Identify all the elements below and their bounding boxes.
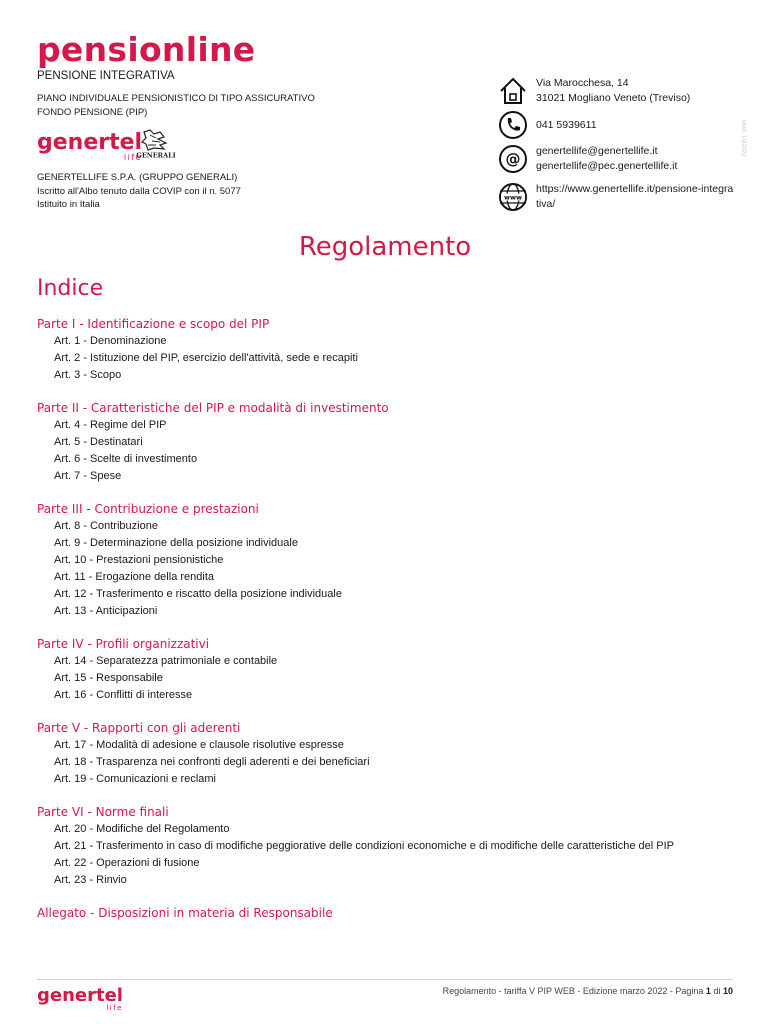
address-line: Via Marocchesa, 14 <box>536 77 629 89</box>
contact-email <box>498 144 677 174</box>
index-article[interactable]: Art. 2 - Istituzione del PIP, esercizio dell'attività, sede e recapiti <box>54 352 358 364</box>
index-article[interactable]: Art. 8 - Contribuzione <box>54 520 158 532</box>
logo-word: genertel <box>37 985 123 1006</box>
index-part <box>37 720 757 788</box>
company-name: GENERTELLIFE S.P.A. (GRUPPO GENERALI) <box>37 172 238 183</box>
index-article[interactable]: Art. 17 - Modalità di adesione e clausole risolutive espresse <box>54 739 344 751</box>
address-line: 31021 Mogliano Veneto (Treviso) <box>536 91 691 104</box>
index-article[interactable]: Art. 18 - Trasparenza nei confronti degli aderenti e dei beneficiari <box>54 756 370 768</box>
index-part-title[interactable]: Parte III - Contribuzione e prestazioni <box>37 502 259 516</box>
footer-genertel-logo <box>37 985 123 1012</box>
genertel-life-logo <box>37 130 143 162</box>
plan-line: FONDO PENSIONE (PIP) <box>37 107 148 118</box>
index-part <box>37 804 757 889</box>
footer-divider <box>37 979 733 980</box>
index-article[interactable]: Art. 1 - Denominazione <box>54 335 167 347</box>
index-article[interactable]: Art. 10 - Prestazioni pensionistiche <box>54 554 224 566</box>
index-article[interactable]: Art. 4 - Regime del PIP <box>54 419 167 431</box>
index-article[interactable]: Art. 16 - Conflitti di interesse <box>54 689 193 701</box>
brand-title: pensionline <box>37 30 256 69</box>
generali-word: GENERALI <box>136 151 176 159</box>
index-article[interactable]: Art. 7 - Spese <box>54 470 122 482</box>
page-total: 10 <box>722 986 733 996</box>
index-article[interactable]: Art. 13 - Anticipazioni <box>54 605 158 617</box>
index-article[interactable]: Art. 20 - Modifiche del Regolamento <box>54 823 230 835</box>
logo-sub: life <box>106 1004 123 1012</box>
index-article[interactable]: Art. 23 - Rinvio <box>54 874 127 886</box>
index-part-title[interactable]: Parte V - Rapporti con gli aderenti <box>37 721 241 735</box>
generali-lion-logo <box>130 129 182 159</box>
index-article[interactable]: Art. 19 - Comunicazioni e reclami <box>54 773 217 785</box>
index-article[interactable]: Art. 6 - Scelte di investimento <box>54 453 198 465</box>
svg-text:@: @ <box>505 150 521 168</box>
logo-sub: life <box>123 153 143 162</box>
plan-line: PIANO INDIVIDUALE PENSIONISTICO DI TIPO ASSICURATIVO <box>37 93 315 104</box>
index-article[interactable]: Art. 3 - Scopo <box>54 369 122 381</box>
page-current: 1 <box>705 986 711 996</box>
index-article[interactable]: Art. 21 - Trasferimento in caso di modifiche peggiorative delle condizioni economiche e di modifiche delle caratteristiche del PIP <box>54 840 674 852</box>
company-info <box>37 171 241 212</box>
index-part <box>37 501 757 620</box>
phone-number[interactable]: 041 5939611 <box>536 119 597 131</box>
index-part <box>37 400 757 485</box>
contact-address <box>498 76 690 106</box>
web-globe-icon <box>498 182 528 212</box>
contact-website <box>498 182 736 212</box>
index-article[interactable]: Art. 5 - Destinatari <box>54 436 143 448</box>
index-part-title[interactable]: Parte IV - Profili organizzativi <box>37 637 210 651</box>
plan-description <box>37 92 315 120</box>
logo-word: genertel <box>37 130 143 155</box>
index-part-title[interactable]: Parte II - Caratteristiche del PIP e modalità di investimento <box>37 401 389 415</box>
website-link[interactable]: https://www.genertellife.it/pensione-integrativa/ <box>536 183 734 210</box>
index-part <box>37 316 757 384</box>
company-country: Istituito in Italia <box>37 199 100 210</box>
side-mark: Mod. 10/2022 <box>740 120 746 157</box>
pec-address[interactable]: genertellife@pec.genertellife.it <box>536 159 678 172</box>
index-heading: Indice <box>37 276 104 301</box>
company-albo: Iscritto all'Albo tenuto dalla COVIP con il n. 5077 <box>37 185 241 197</box>
footer-text <box>443 986 733 996</box>
home-icon <box>498 76 528 106</box>
index-article[interactable]: Art. 15 - Responsabile <box>54 672 163 684</box>
index-article[interactable]: Art. 9 - Determinazione della posizione individuale <box>54 537 298 549</box>
index-article[interactable]: Art. 22 - Operazioni di fusione <box>54 857 200 869</box>
phone-icon <box>498 110 528 140</box>
brand-subtitle: PENSIONE INTEGRATIVA <box>37 70 175 82</box>
document-title: Regolamento <box>298 232 472 262</box>
index-part-title[interactable]: Parte VI - Norme finali <box>37 805 169 819</box>
svg-text:www: www <box>503 193 523 202</box>
table-of-contents <box>37 316 757 938</box>
index-article[interactable]: Art. 14 - Separatezza patrimoniale e contabile <box>54 655 278 667</box>
index-part-title[interactable]: Parte I - Identificazione e scopo del PIP <box>37 317 270 331</box>
index-article[interactable]: Art. 12 - Trasferimento e riscatto della posizione individuale <box>54 588 342 600</box>
email-address[interactable]: genertellife@genertellife.it <box>536 145 658 157</box>
index-part <box>37 905 757 922</box>
page-separator: di <box>713 986 721 996</box>
index-article[interactable]: Art. 11 - Erogazione della rendita <box>54 571 214 583</box>
contact-phone <box>498 110 597 140</box>
email-at-icon <box>498 144 528 174</box>
index-part-title[interactable]: Allegato - Disposizioni in materia di Responsabile <box>37 906 333 920</box>
index-part <box>37 636 757 704</box>
footer-label: Regolamento - tariffa V PIP WEB - Edizione marzo 2022 - Pagina <box>442 986 704 996</box>
